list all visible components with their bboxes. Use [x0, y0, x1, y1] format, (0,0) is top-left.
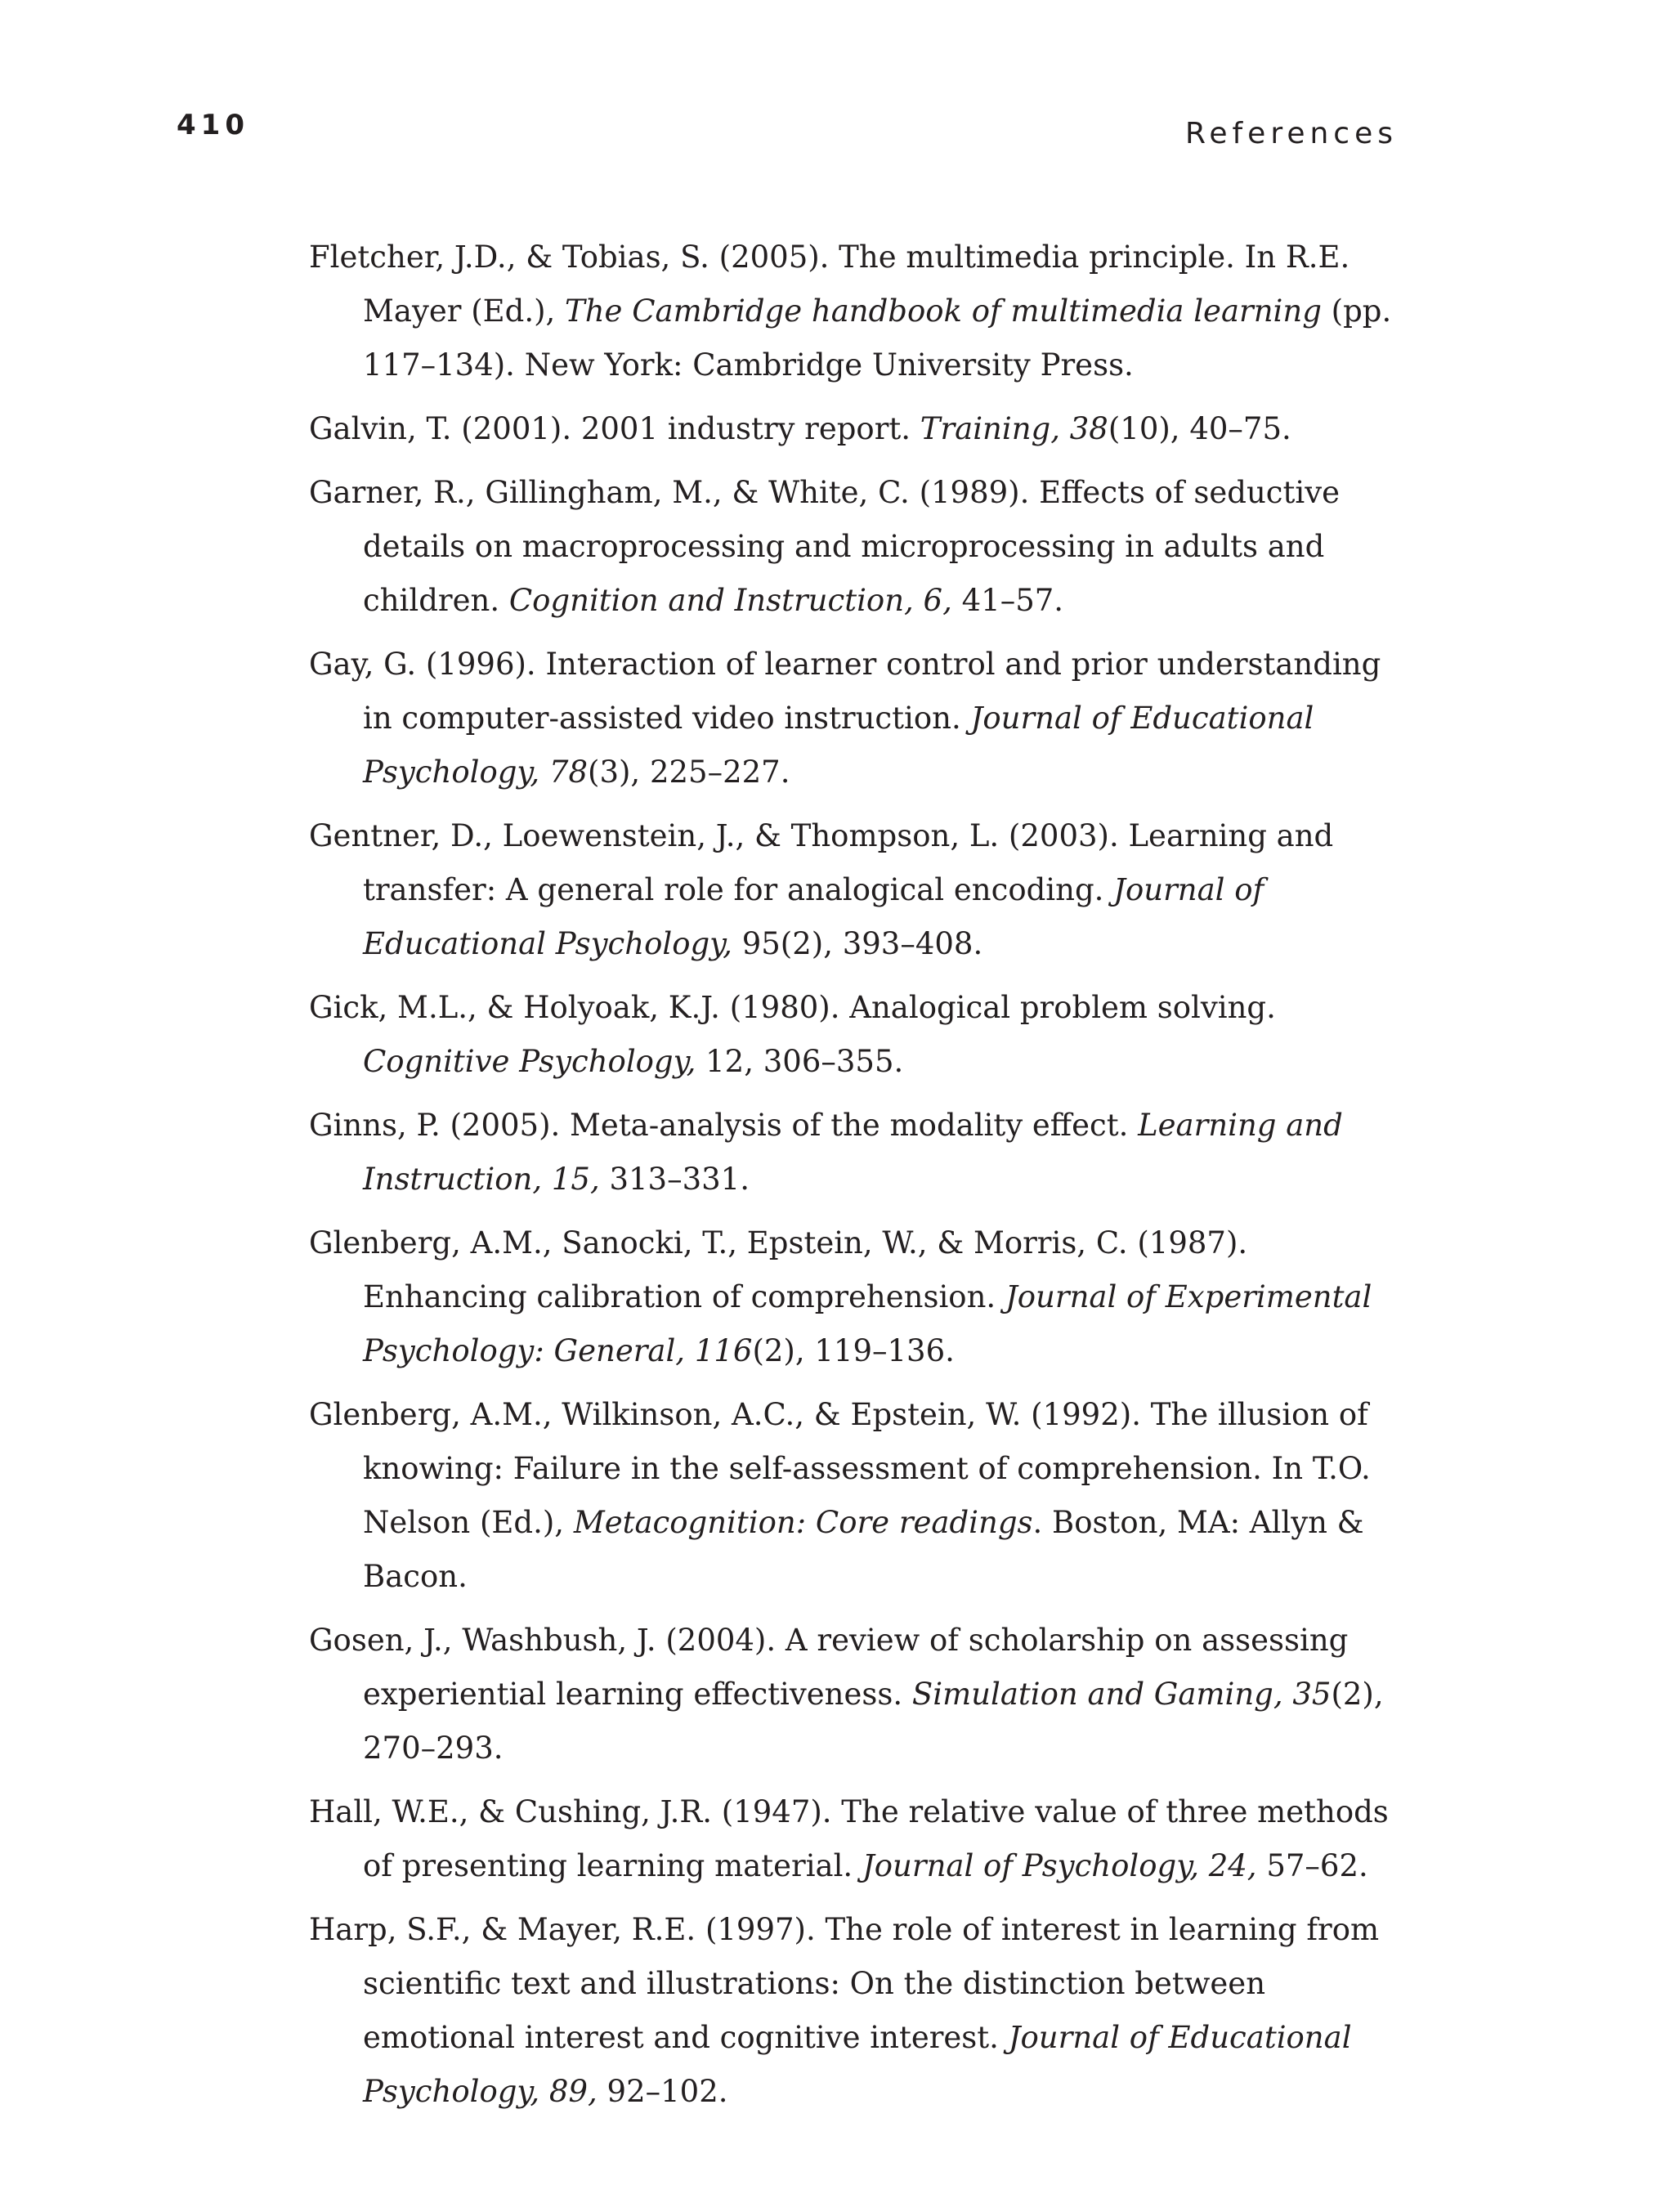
reference-detail: . Boston, MA: Allyn & Bacon.: [363, 1505, 1364, 1594]
reference-detail: 313–331.: [599, 1162, 750, 1197]
running-head: References: [1184, 117, 1398, 150]
reference-source: Simulation and Gaming, 35: [911, 1677, 1332, 1712]
reference-list: [309, 231, 1400, 2129]
reference-text: Ginns, P. (2005). Meta-analysis of the modality effect.: [309, 1108, 1139, 1143]
reference-source: Cognitive Psychology,: [363, 1044, 696, 1079]
reference-source: Journal of Educational Psychology, 89,: [363, 2020, 1352, 2109]
reference-text: Glenberg, A.M., Sanocki, T., Epstein, W., & Morris, C. (1987). Enhancing calibration of comprehension.: [309, 1225, 1248, 1314]
reference-text: Gick, M.L., & Holyoak, K.J. (1980). Analogical problem solving.: [309, 990, 1276, 1025]
reference-detail: 95(2), 393–408.: [732, 926, 983, 961]
reference-detail: 57–62.: [1256, 1848, 1368, 1883]
reference-text: Gay, G. (1996). Interaction of learner control and prior understanding in computer-assisted video instruction.: [309, 647, 1381, 736]
reference-detail: (3), 225–227.: [588, 754, 790, 790]
reference-entry: [309, 809, 1400, 971]
reference-source: The Cambridge handbook of multimedia learning: [565, 293, 1322, 329]
reference-entry: [309, 638, 1400, 799]
reference-source: Cognition and Instruction, 6,: [508, 583, 952, 618]
reference-text: Galvin, T. (2001). 2001 industry report.: [309, 411, 920, 446]
reference-detail: 92–102.: [597, 2074, 728, 2109]
reference-entry: [309, 1903, 1400, 2119]
reference-entry: [309, 466, 1400, 628]
reference-entry: [309, 1099, 1400, 1207]
reference-text: Fletcher, J.D., & Tobias, S. (2005). The multimedia principle. In R.E. Mayer (Ed.),: [309, 240, 1350, 329]
reference-detail: 41–57.: [951, 583, 1064, 618]
reference-source: Journal of Educational Psychology, 78: [363, 701, 1314, 790]
reference-entry: [309, 981, 1400, 1089]
reference-text: Harp, S.F., & Mayer, R.E. (1997). The role of interest in learning from scientific text and illustrations: On the distinction between emotional interest and cognitive interest.: [309, 1912, 1380, 2055]
reference-source: Journal of Experimental Psychology: General, 116: [363, 1279, 1372, 1368]
page-number: 410: [177, 109, 249, 141]
reference-entry: [309, 1785, 1400, 1893]
reference-entry: [309, 1388, 1400, 1604]
reference-source: Metacognition: Core readings: [573, 1505, 1033, 1540]
reference-source: Learning and Instruction, 15,: [363, 1108, 1343, 1197]
reference-detail: (10), 40–75.: [1108, 411, 1291, 446]
reference-source: Training, 38: [920, 411, 1108, 446]
reference-detail: (pp. 117–134). New York: Cambridge University Press.: [363, 293, 1392, 383]
reference-text: Gosen, J., Washbush, J. (2004). A review of scholarship on assessing experiential learning effectiveness.: [309, 1623, 1349, 1712]
reference-source: Journal of Educational Psychology,: [363, 872, 1264, 961]
reference-detail: 12, 306–355.: [696, 1044, 904, 1079]
reference-entry: [309, 402, 1400, 456]
reference-entry: [309, 1614, 1400, 1775]
reference-detail: (2), 270–293.: [363, 1677, 1384, 1766]
reference-source: Journal of Psychology, 24,: [862, 1848, 1257, 1883]
reference-text: Gentner, D., Loewenstein, J., & Thompson, L. (2003). Learning and transfer: A general role for analogical encoding.: [309, 818, 1334, 907]
reference-text: Glenberg, A.M., Wilkinson, A.C., & Epstein, W. (1992). The illusion of knowing: Failure in the self-assessment of comprehension. In T.O. Nelson (Ed.),: [309, 1397, 1371, 1540]
reference-entry: [309, 1216, 1400, 1378]
reference-detail: (2), 119–136.: [752, 1333, 955, 1368]
reference-text: Hall, W.E., & Cushing, J.R. (1947). The relative value of three methods of presenting learning material.: [309, 1794, 1389, 1883]
reference-text: Garner, R., Gillingham, M., & White, C. (1989). Effects of seductive details on macroprocessing and microprocessing in adults and children.: [309, 475, 1341, 618]
reference-entry: [309, 231, 1400, 392]
